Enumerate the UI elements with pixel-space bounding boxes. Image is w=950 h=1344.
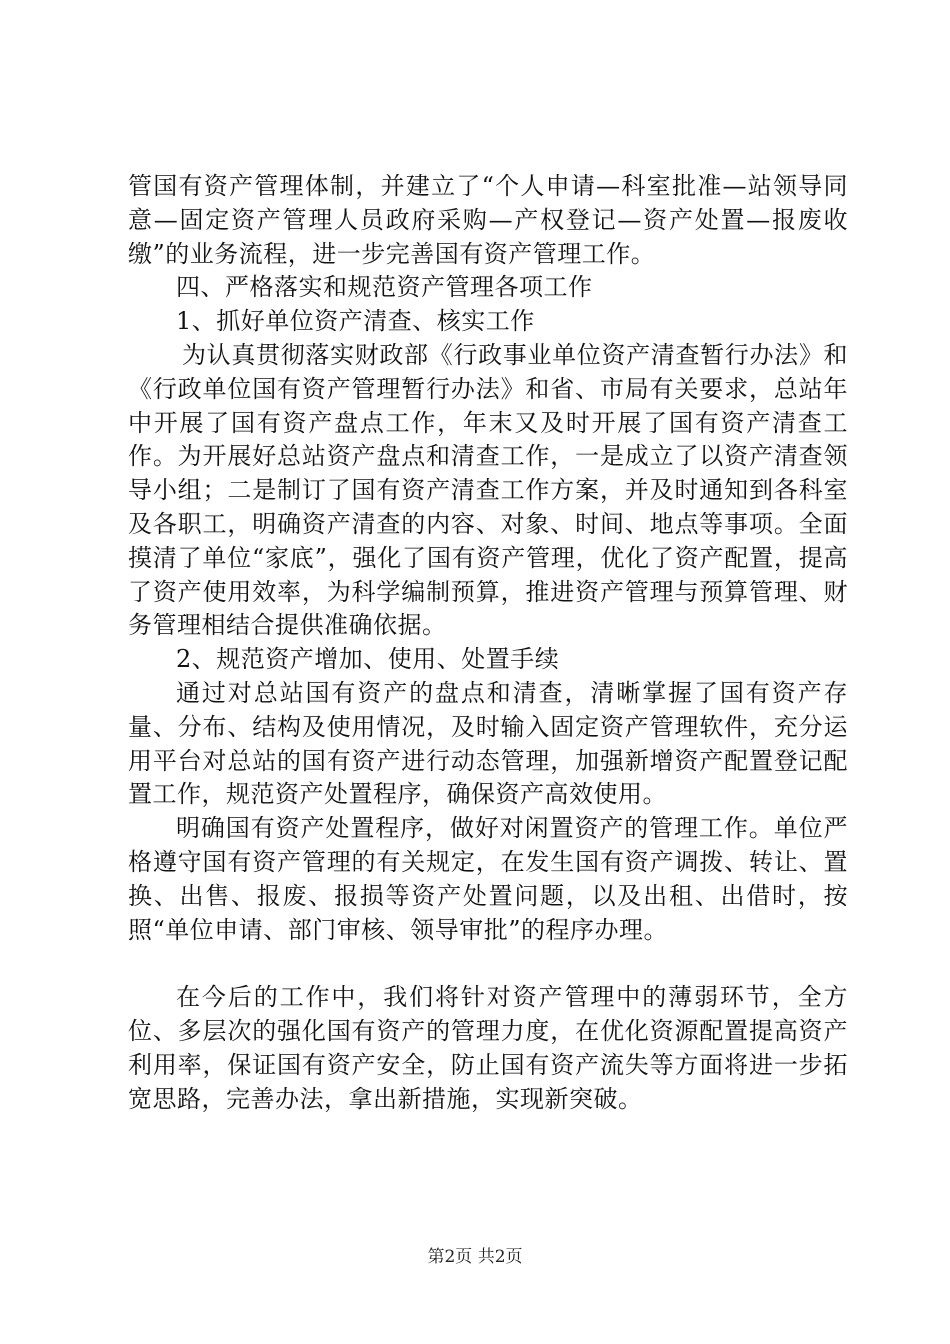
section-heading-4: 四、严格落实和规范资产管理各项工作 xyxy=(176,273,593,302)
paragraph-dynamic-management: 通过对总站国有资产的盘点和清查，清晰掌握了国有资产存量、分布、结构及使用情况，及时输入固定资产管理软件，充分运用平台对总站的国有资产进行动态管理，加强新增资产配置登记配置工作，规范资产处置程序，确保资产高效使用。 xyxy=(128,678,848,809)
subsection-heading-2: 2、规范资产增加、使用、处置手续 xyxy=(176,645,560,674)
paragraph-future-work: 在今后的工作中，我们将针对资产管理中的薄弱环节，全方位、多层次的强化国有资产的管理力度，在优化资源配置提高资产利用率，保证国有资产安全，防止国有资产流失等方面将进一步拓宽思路，完善办法，拿出新措施，实现新突破。 xyxy=(128,983,848,1113)
paragraph-disposal-procedure: 明确国有资产处置程序，做好对闲置资产的管理工作。单位严格遵守国有资产管理的有关规定，在发生国有资产调拨、转让、置换、出售、报废、报损等资产处置问题，以及出租、出借时，按照“单位申请、部门审核、领导审批”的程序办理。 xyxy=(128,814,848,944)
subsection-heading-1: 1、抓好单位资产清查、核实工作 xyxy=(176,307,535,336)
paragraph-asset-inventory: 为认真贯彻落实财政部《行政事业单位资产清查暂行办法》和《行政单位国有资产管理暂行办法》和省、市局有关要求，总站年中开展了国有资产盘点工作，年末又及时开展了国有资产清查工作。为开展好总站资产盘点和清查工作，一是成立了以资产清查领导小组；二是制订了国有资产清查工作方案，并及时通知到各科室及各职工，明确资产清查的内容、对象、时间、地点等事项。全面摸清了单位“家底”，强化了国有资产管理，优化了资产配置，提高了资产使用效率，为科学编制预算，推进资产管理与预算管理、财务管理相结合提供准确依据。 xyxy=(128,340,848,640)
paragraph-asset-management-system: 管国有资产管理体制，并建立了“个人申请—科室批准—站领导同意—固定资产管理人员政府采购—产权登记—资产处置—报废收缴”的业务流程，进一步完善国有资产管理工作。 xyxy=(128,172,848,268)
paragraph-spacer xyxy=(128,947,848,981)
page-footer: 第2页 共2页 xyxy=(427,1247,523,1267)
document-body xyxy=(128,170,848,1117)
